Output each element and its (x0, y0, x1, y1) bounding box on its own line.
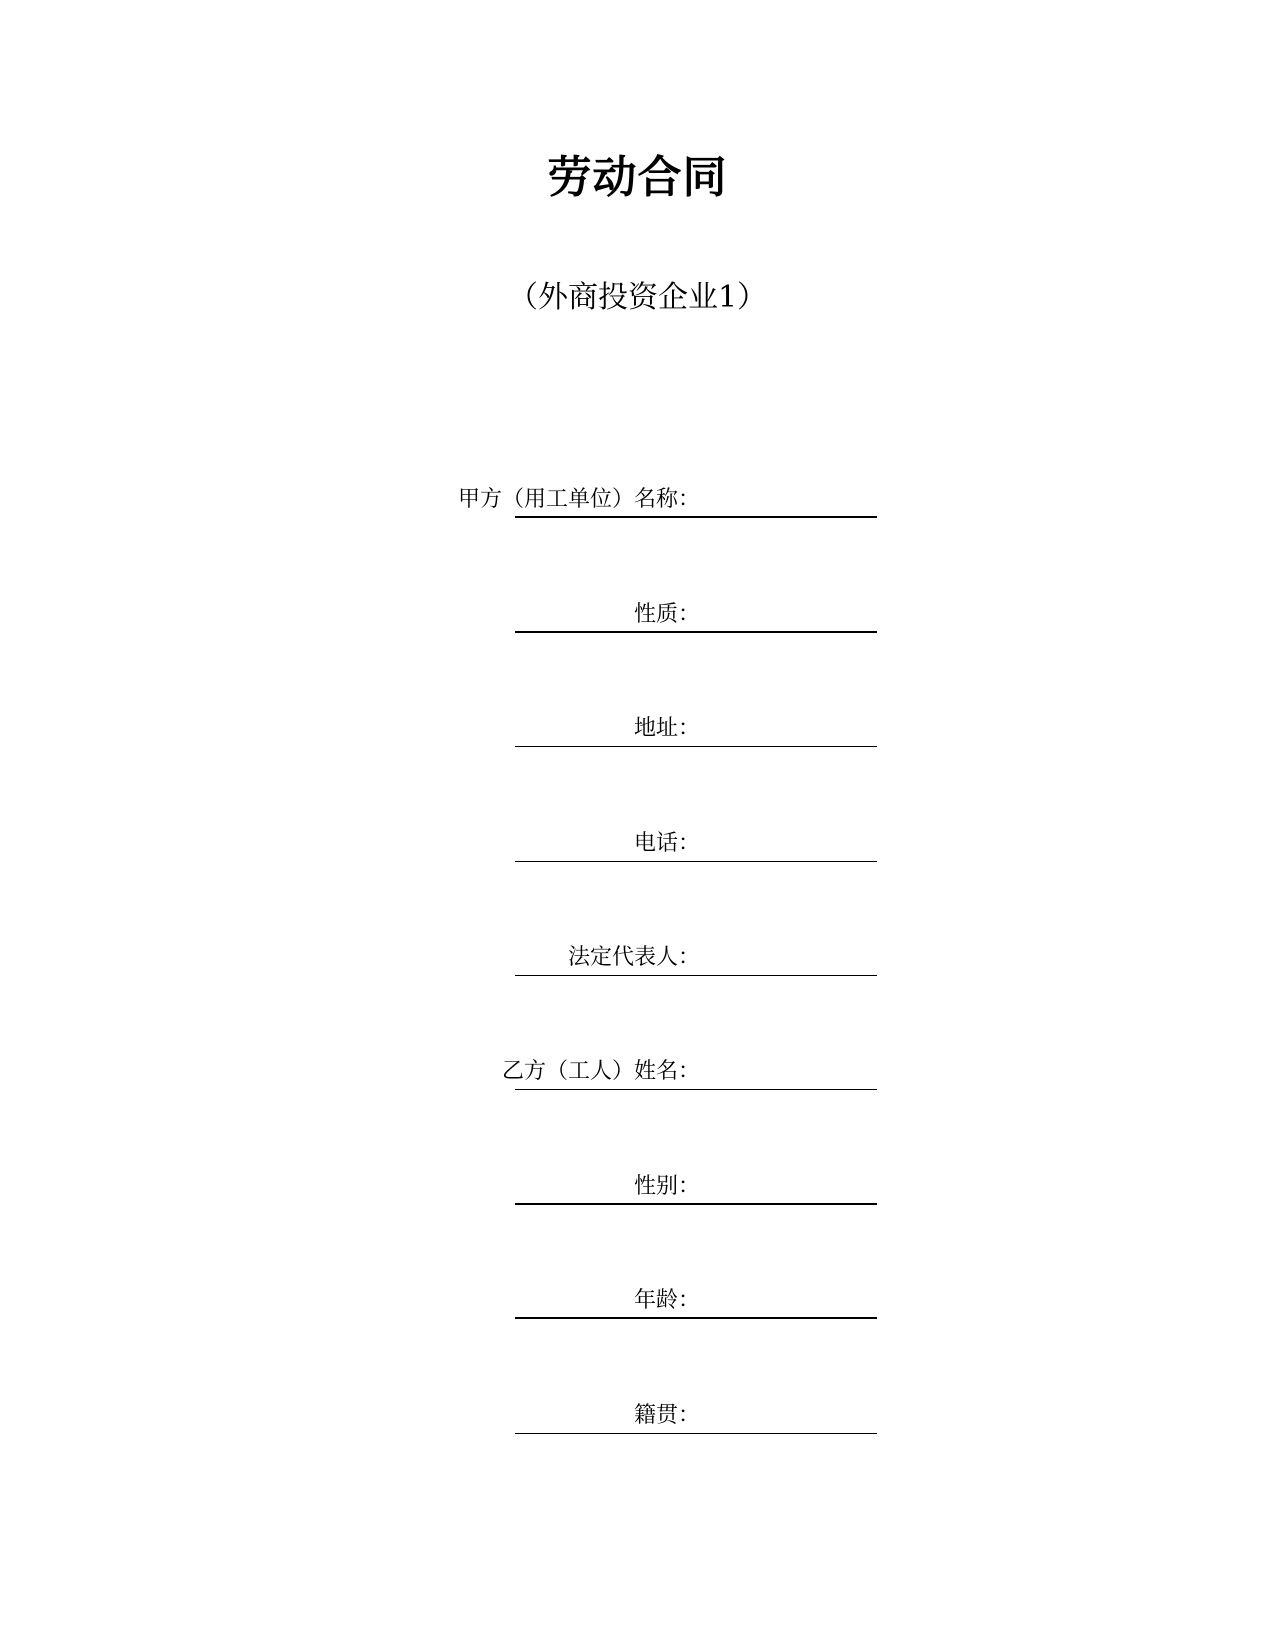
document-subtitle: （外商投资企业1） (507, 280, 768, 315)
gender-blank[interactable] (515, 1203, 877, 1205)
field-label: 性质： (633, 602, 700, 627)
nature-blank[interactable] (515, 631, 877, 633)
field-label: 电话： (633, 831, 700, 856)
field-label: 性别： (633, 1174, 700, 1199)
field-label: 甲方（用工单位）名称： (457, 487, 700, 512)
field-native-place (200, 1398, 900, 1434)
field-address (200, 711, 900, 747)
field-nature (200, 597, 900, 633)
field-label: 法定代表人： (567, 945, 700, 970)
field-worker-name (200, 1054, 900, 1090)
legal-representative-blank[interactable] (515, 975, 877, 976)
field-employer-name (200, 482, 900, 518)
field-label: 籍贯： (633, 1403, 700, 1428)
worker-name-blank[interactable] (515, 1089, 877, 1090)
native-place-blank[interactable] (515, 1433, 877, 1434)
field-label: 年龄： (633, 1288, 700, 1313)
address-blank[interactable] (515, 746, 877, 747)
field-gender (200, 1169, 900, 1205)
age-blank[interactable] (515, 1317, 877, 1319)
document-title: 劳动合同 (547, 152, 728, 203)
field-label: 乙方（工人）姓名： (501, 1059, 700, 1084)
field-label: 地址： (633, 716, 700, 741)
phone-blank[interactable] (515, 861, 877, 862)
field-phone (200, 826, 900, 862)
employer-name-blank[interactable] (515, 516, 877, 518)
field-legal-representative (200, 940, 900, 976)
field-age (200, 1283, 900, 1319)
